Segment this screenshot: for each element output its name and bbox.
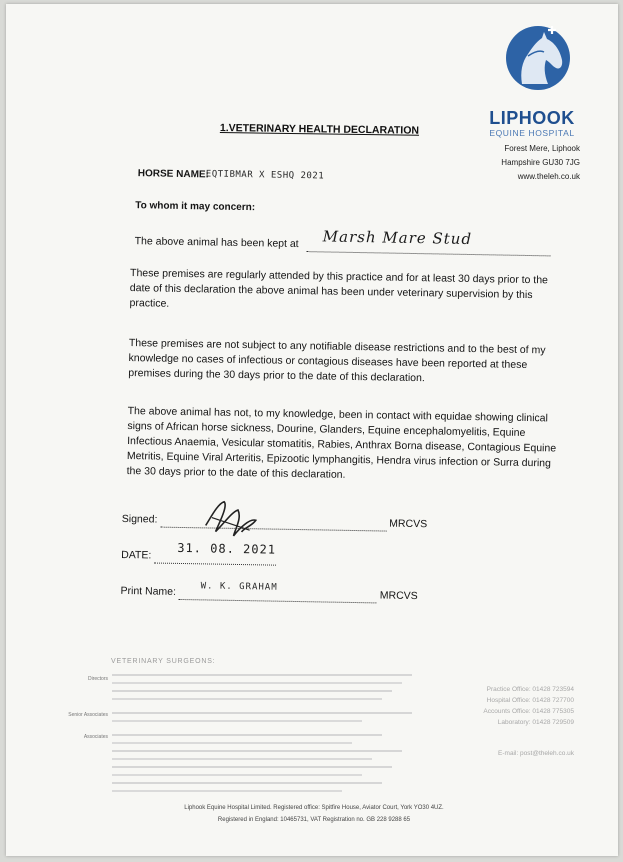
address-block [476, 142, 580, 184]
handwritten-signature [197, 495, 268, 540]
date-dotted-line [154, 563, 276, 566]
office-line: Accounts Office: 01428 775305 [483, 708, 574, 715]
kept-at-line [306, 251, 550, 256]
kept-at-value: Marsh Mare Stud [322, 227, 473, 249]
footer-line: Liphook Equine Hospital Limited. Registered office: Spitfire House, Aviator Court, York YO30 4UZ. [184, 805, 444, 811]
address-line: Forest Mere, Liphook [504, 144, 580, 153]
brand-name: LIPHOOK [489, 108, 575, 128]
role-directors: Directors [87, 676, 108, 682]
registration-footer [144, 802, 484, 826]
date-value: 31. 08. 2021 [177, 540, 277, 557]
paragraph-diseases: The above animal has not, to my knowledge, been in contact with equidae showing clinical signs of African horse sickness, Dourine, Glanders, Equine encephalomyelitis, Equine Infectious Anaemia, Vesicular stomatitis, Rabies, Anthrax Borna disease, Contagious Equine Metritis, Equine Viral Arteritis, Epizootic lymphangitis, Hendra virus infection or Surra during the 30 days prior to the date of this declaration. [126, 405, 557, 481]
office-line: Practice Office: 01428 723594 [486, 686, 574, 693]
print-name-label: Print Name: [120, 584, 177, 598]
surgeons-heading: VETERINARY SURGEONS: [111, 658, 216, 665]
document-title: 1.VETERINARY HEALTH DECLARATION [219, 122, 420, 137]
email-link[interactable]: E-mail: post@theleh.co.uk [498, 750, 574, 757]
paragraph-restrictions: These premises are not subject to any notifiable disease restrictions and to the best of my knowledge no cases of infectious or contagious diseases have been reported at these premises during the 30 days prior to the date of this declaration. [128, 337, 546, 385]
office-line: Hospital Office: 01428 727700 [486, 697, 574, 704]
brand-block [480, 108, 584, 138]
signed-row [122, 512, 428, 532]
brand-subtitle: EQUINE HOSPITAL [489, 128, 575, 138]
print-name-dotted-line [179, 599, 377, 603]
horse-head-logo-icon [492, 22, 584, 94]
office-line: Laboratory: 01428 729509 [497, 719, 574, 726]
signed-suffix: MRCVS [389, 517, 428, 531]
print-name-suffix: MRCVS [379, 589, 418, 603]
print-name-value: W. K. GRAHAM [200, 581, 278, 593]
website-link[interactable]: www.theleh.co.uk [517, 172, 580, 181]
declaration-page [6, 4, 618, 856]
horse-name-value: EQTIBMAR X ESHQ 2021 [205, 169, 325, 182]
role-senior-associates: Senior Associates [68, 712, 108, 718]
paragraph-supervision: These premises are regularly attended by this practice and for at least 30 days prior to the date of this declaration the above animal has been under veterinary supervision by this practice. [129, 267, 549, 310]
office-numbers [446, 684, 574, 728]
footer-line: Registered in England: 10465731, VAT Registration no. GB 228 9288 65 [217, 817, 411, 823]
role-associates: Associates [83, 734, 108, 740]
date-label: DATE: [121, 548, 152, 562]
kept-at-label: The above animal has been kept at [134, 235, 299, 250]
signed-label: Signed: [121, 512, 158, 526]
signed-dotted-line [160, 527, 386, 532]
address-line: Hampshire GU30 7JG [501, 158, 580, 167]
horse-name-label: HORSE NAME: [137, 168, 210, 181]
salutation: To whom it may concern: [135, 200, 256, 214]
